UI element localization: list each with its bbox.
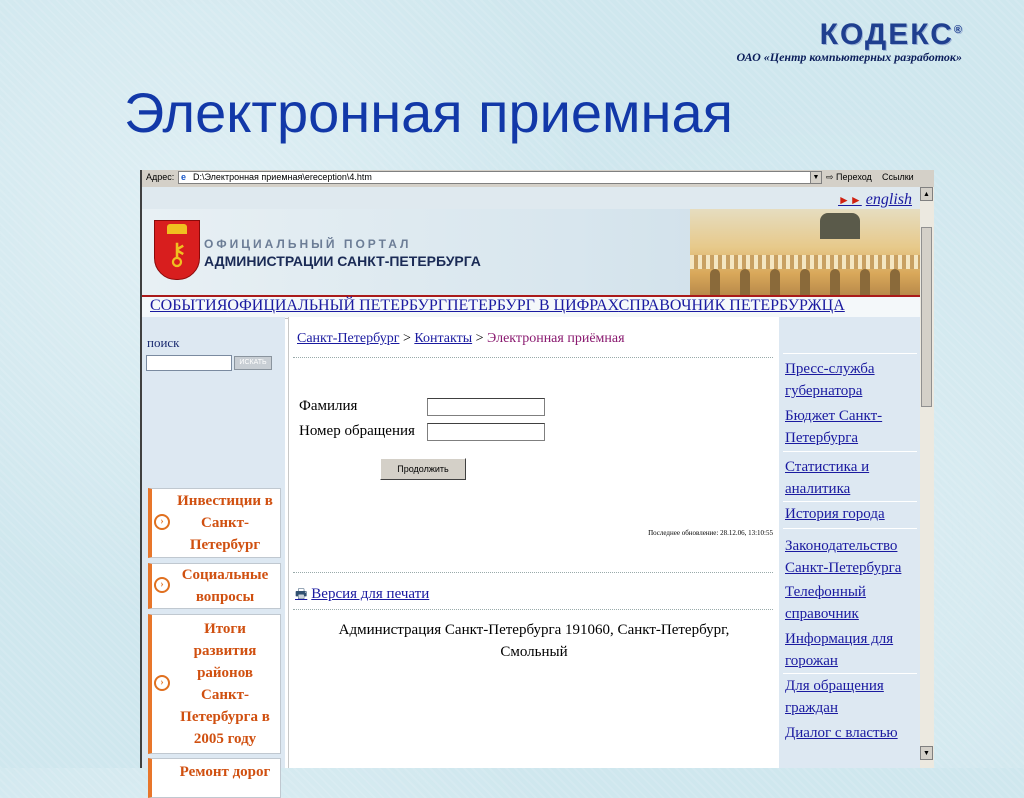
sidebar-item-label: Ремонт дорог	[179, 764, 271, 780]
scroll-down-arrow-icon[interactable]: ▼	[920, 746, 933, 760]
address-value: D:\Электронная приемная\ereception\4.htm	[193, 172, 372, 182]
surname-label: Фамилия	[299, 398, 358, 414]
sidebar-item-label: Инвестиции в Санкт-Петербург	[177, 493, 273, 553]
address-label: Адрес:	[146, 172, 175, 182]
left-sidebar	[142, 317, 285, 780]
right-link-press[interactable]: Пресс-служба губернатора	[785, 361, 875, 399]
ie-page-icon: e	[181, 172, 187, 182]
address-input[interactable]	[178, 171, 818, 184]
breadcrumb-current[interactable]: Электронная приёмная	[487, 331, 625, 346]
right-link-citizen-info[interactable]: Информация для горожан	[785, 631, 894, 669]
footer-address: Администрация Санкт-Петербурга 191060, Санкт-Петербург, Смольный	[338, 622, 730, 660]
english-link[interactable]: ►► english	[838, 191, 912, 208]
right-link-budget[interactable]: Бюджет Санкт-Петербурга	[785, 408, 883, 446]
sidebar-item-label: Социальные вопросы	[181, 567, 269, 605]
right-link-phonebook[interactable]: Телефонный справочник	[785, 584, 866, 622]
right-link-statistics[interactable]: Статистика и аналитика	[785, 459, 870, 497]
right-link-history[interactable]: История города	[785, 506, 885, 522]
orange-arrow-icon: ›	[154, 577, 170, 593]
coat-of-arms-icon: ⚷	[154, 220, 200, 280]
nav-item-numbers[interactable]: ПЕТЕРБУРГ В ЦИФРАХ	[446, 297, 619, 314]
search-label: поиск	[147, 335, 180, 350]
breadcrumb-spb[interactable]: Санкт-Петербург	[297, 331, 400, 346]
vertical-scrollbar[interactable]	[919, 187, 934, 768]
breadcrumb-sep: >	[399, 331, 415, 346]
portal-header	[142, 187, 920, 295]
kodeks-logo: КОДЕКС®	[819, 18, 964, 51]
breadcrumb-sep: >	[472, 331, 488, 346]
request-number-input[interactable]	[427, 423, 545, 441]
sidebar-item-social[interactable]	[148, 563, 281, 609]
nav-item-official[interactable]: ОФИЦИАЛЬНЫЙ ПЕТЕРБУРГ	[227, 297, 447, 314]
address-bar	[142, 170, 934, 188]
portal-subtitle: ОФИЦИАЛЬНЫЙ ПОРТАЛ	[204, 237, 412, 251]
orange-arrow-icon: ›	[154, 675, 170, 691]
portal-title: АДМИНИСТРАЦИИ САНКТ-ПЕТЕРБУРГА	[204, 253, 481, 269]
nav-item-directory[interactable]: СПРАВОЧНИК ПЕТЕРБУРЖЦА	[618, 297, 845, 314]
breadcrumb	[297, 331, 625, 347]
sidebar-item-investments[interactable]	[148, 488, 281, 558]
right-link-appeals[interactable]: Для обращения граждан	[785, 678, 884, 716]
last-updated: Последнее обновление: 28.12.06, 13:10:55	[648, 529, 773, 537]
palace-photo	[690, 209, 920, 295]
printer-icon: 🖶	[295, 586, 308, 601]
divider	[293, 572, 773, 573]
surname-input[interactable]	[427, 398, 545, 416]
double-arrow-icon: ►►	[838, 193, 862, 207]
breadcrumb-contacts[interactable]: Контакты	[414, 331, 473, 346]
main-content	[288, 317, 780, 768]
sidebar-item-roads[interactable]	[148, 758, 281, 798]
divider	[293, 609, 773, 610]
top-navigation	[142, 295, 920, 319]
nav-item-events[interactable]: СОБЫТИЯ	[150, 297, 228, 314]
sidebar-item-district-results[interactable]	[148, 614, 281, 754]
header-strip	[142, 187, 920, 209]
scroll-thumb[interactable]	[921, 227, 932, 407]
search-button[interactable]: ИСКАТЬ	[234, 356, 272, 370]
orange-arrow-icon: ›	[154, 514, 170, 530]
request-number-label: Номер обращения	[299, 423, 415, 439]
right-link-dialog[interactable]: Диалог с властью	[785, 725, 898, 741]
slide-title: Электронная приемная	[124, 81, 733, 144]
sidebar-item-label: Итоги развития районов Санкт-Петербурга в 2005 году	[180, 621, 270, 747]
scroll-up-arrow-icon[interactable]: ▲	[920, 187, 933, 201]
right-link-legislation[interactable]: Законодательство Санкт-Петербурга	[785, 538, 902, 576]
address-dropdown-button[interactable]: ▼	[810, 171, 822, 184]
divider	[293, 357, 773, 358]
continue-button[interactable]: Продолжить	[380, 458, 466, 480]
search-input[interactable]	[146, 355, 232, 371]
right-sidebar	[779, 317, 920, 768]
print-version-link[interactable]: 🖶 Версия для печати	[295, 586, 430, 602]
links-button[interactable]: Ссылки	[882, 172, 914, 182]
company-name: ОАО «Центр компьютерных разработок»	[736, 50, 962, 64]
go-button[interactable]: ⇨ Переход	[826, 172, 872, 182]
browser-window	[140, 170, 934, 780]
